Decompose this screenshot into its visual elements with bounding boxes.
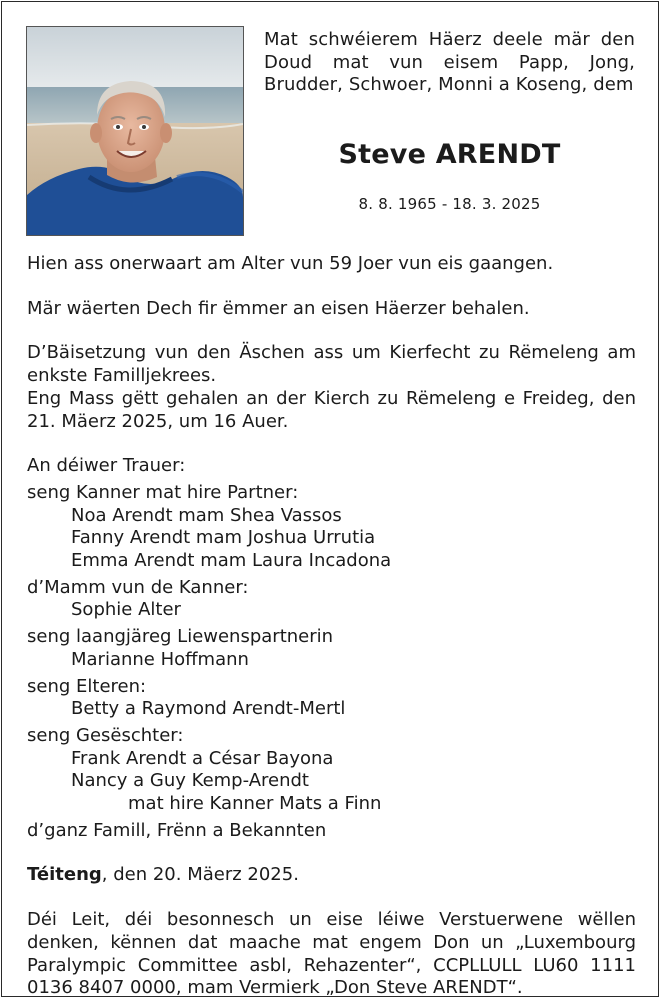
notice-body bbox=[27, 253, 636, 1000]
partner-name: Marianne Hoffmann bbox=[71, 648, 249, 670]
family-line: d’ganz Famill, Frënn a Bekannten bbox=[27, 819, 327, 841]
burial-paragraph: D’Bäisetzung vun den Äschen ass um Kierfecht zu Rëmeleng am enkste Familljekrees. bbox=[27, 342, 636, 387]
sibling-entry: Frank Arendt a César Bayona bbox=[71, 747, 334, 769]
sibling-entry: Nancy a Guy Kemp-Arendt bbox=[71, 770, 309, 792]
mass-paragraph: Eng Mass gëtt gehalen an der Kierch zu Rëmeleng e Freideg, den 21. Mäerz 2025, um 16 Auer. bbox=[27, 387, 636, 432]
child-entry: Emma Arendt mam Laura Incadona bbox=[71, 550, 392, 572]
mother-name: Sophie Alter bbox=[71, 599, 181, 621]
partner-label: seng laangjäreg Liewenspartnerin bbox=[27, 626, 334, 648]
intro-text: Mat schwéierem Häerz deele mär den Doud mat vun eisem Papp, Jong, Brudder, Schwoer, Monni a Koseng, dem bbox=[264, 29, 635, 96]
children-label: seng Kanner mat hire Partner: bbox=[27, 481, 299, 503]
notice-date: , den 20. Mäerz 2025. bbox=[101, 864, 299, 886]
age-paragraph: Hien ass onerwaart am Alter vun 59 Joer vun eis gaangen. bbox=[27, 253, 554, 274]
child-entry: Fanny Arendt mam Joshua Urrutia bbox=[71, 527, 376, 549]
place-name: Téiteng bbox=[27, 864, 102, 886]
donation-paragraph: Déi Leit, déi besonnesch un eise léiwe Verstuerwene wëllen denken, kënnen dat maache mat engem Don un „Luxembourg Paralympic Committee asbl, Rehazenter“, CCPLLULL LU60 1111 0136 8407 0000, mam Vermierk „Don Steve ARENDT“. bbox=[27, 909, 636, 999]
deceased-name: Steve ARENDT bbox=[338, 139, 561, 170]
siblings-label: seng Gesëschter: bbox=[27, 724, 184, 746]
mother-label: d’Mamm vun de Kanner: bbox=[27, 576, 249, 598]
memory-paragraph: Mär wäerten Dech fir ëmmer an eisen Häerzer behalen. bbox=[27, 297, 530, 319]
portrait-photo bbox=[26, 26, 244, 236]
parents-names: Betty a Raymond Arendt-Mertl bbox=[71, 698, 346, 720]
child-entry: Noa Arendt mam Shea Vassos bbox=[71, 504, 342, 526]
mourners-heading: An déiwer Trauer: bbox=[27, 455, 186, 477]
siblings-children: mat hire Kanner Mats a Finn bbox=[128, 793, 382, 815]
life-dates: 8. 8. 1965 - 18. 3. 2025 bbox=[358, 195, 541, 213]
place-date-line bbox=[27, 864, 636, 887]
parents-label: seng Elteren: bbox=[27, 675, 147, 697]
